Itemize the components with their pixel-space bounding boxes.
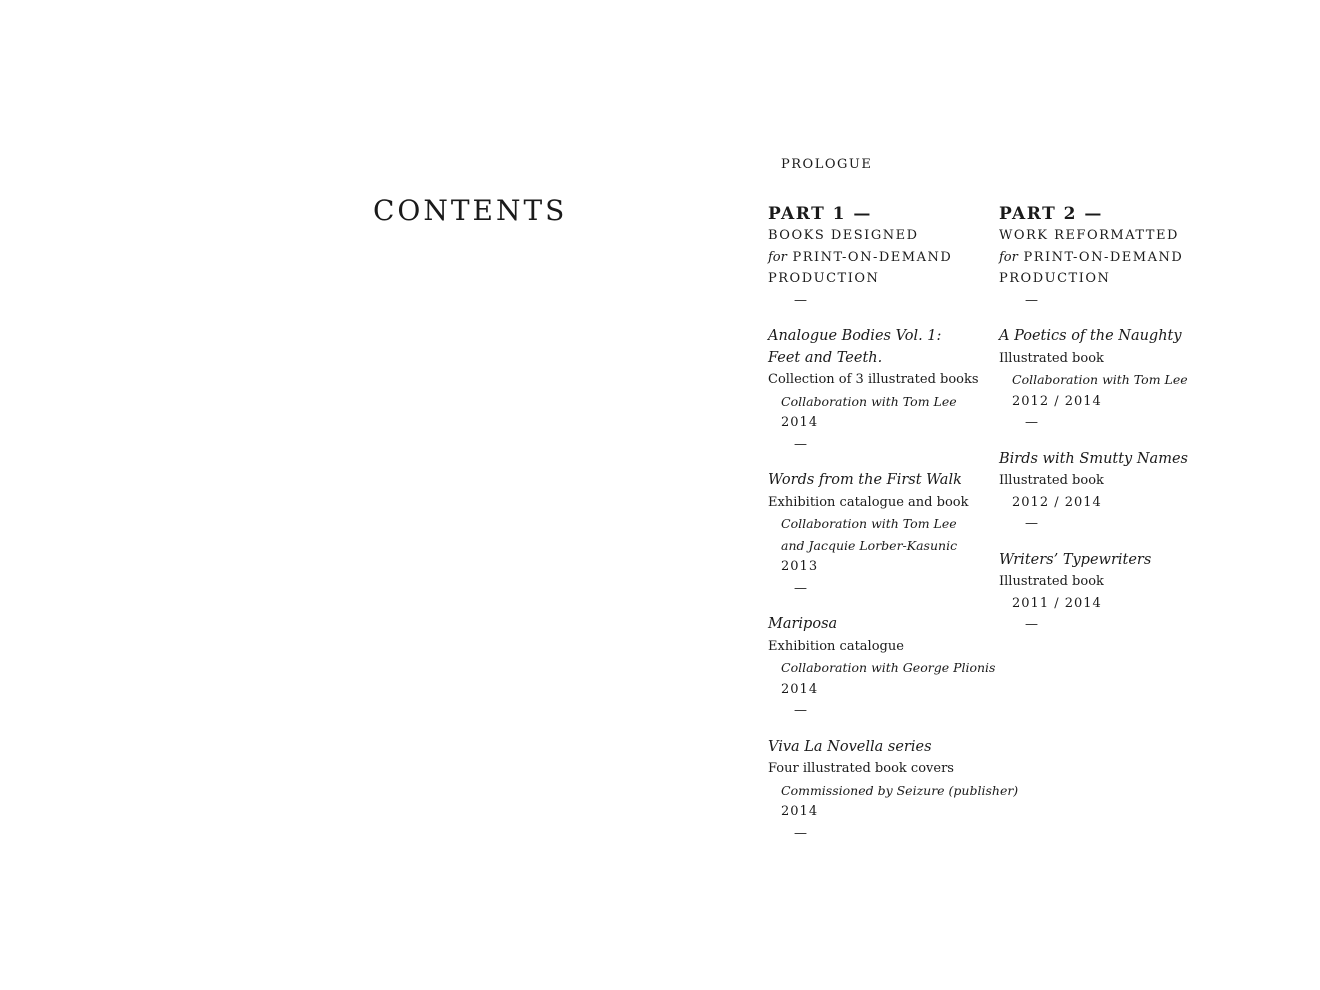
- part-2-column: [999, 203, 1214, 636]
- entry-title-line: Words from the First Walk: [768, 472, 962, 488]
- part-1-subtitle-line-1: BOOKS DESIGNED: [768, 228, 919, 243]
- entry-dash: —: [1025, 415, 1038, 430]
- entry-title-line: Mariposa: [768, 616, 838, 632]
- part-2-subtitle-pod: PRINT-ON-DEMAND: [1023, 249, 1184, 265]
- entry-description: Illustrated book: [999, 574, 1104, 589]
- entry-dash: —: [794, 703, 807, 718]
- entry-title-line: A Poetics of the Naughty: [999, 328, 1182, 344]
- entry-title-line: Birds with Smutty Names: [999, 450, 1188, 467]
- entry-title-line: Feet and Teeth.: [768, 349, 883, 366]
- toc-entry-analogue-bodies[interactable]: [768, 326, 993, 455]
- entry-title-line: Analogue Bodies Vol. 1:: [768, 328, 942, 344]
- part-1-subtitle-for: for: [768, 249, 787, 265]
- entry-dash: —: [794, 825, 807, 841]
- entry-dash: —: [1025, 617, 1038, 632]
- entry-year: 2011 / 2014: [1012, 595, 1102, 611]
- part-2-subtitle-line-2: [999, 247, 1214, 269]
- entry-year: 2014: [781, 681, 819, 697]
- toc-entry-a-poetics-of-the-naughty[interactable]: [999, 326, 1214, 434]
- part-1-subtitle-line-2: [768, 247, 993, 269]
- part-1-dash: —: [794, 292, 807, 308]
- entry-description: Illustrated book: [999, 350, 1104, 366]
- contents-heading: CONTENTS: [373, 194, 568, 227]
- entry-collaboration: Collaboration with Tom Lee: [1012, 372, 1188, 387]
- part-1-subtitle-pod: PRINT-ON-DEMAND: [792, 249, 953, 265]
- entry-description: Exhibition catalogue and book: [768, 494, 969, 510]
- entry-dash: —: [794, 436, 807, 452]
- part-2-dash: —: [1025, 292, 1038, 308]
- entry-collaboration: Collaboration with George Plionis: [781, 660, 996, 675]
- entry-title-line: Writers’ Typewriters: [999, 551, 1152, 568]
- part-2-subtitle-for: for: [999, 249, 1018, 265]
- toc-entry-viva-la-novella[interactable]: [768, 737, 1019, 845]
- entry-collaboration: Commissioned by Seizure (publisher): [781, 782, 1019, 798]
- toc-entry-mariposa[interactable]: [768, 614, 996, 722]
- entry-title-line: Viva La Novella series: [768, 738, 932, 755]
- entry-year: 2014: [781, 415, 819, 430]
- entry-dash: —: [1025, 516, 1038, 531]
- part-2-title[interactable]: PART 2 —: [999, 204, 1103, 224]
- entry-collaboration: Collaboration with Tom Lee: [781, 516, 957, 531]
- entry-collaboration: Collaboration with Tom Lee: [781, 393, 957, 409]
- entry-year: 2014: [781, 804, 819, 819]
- entry-year: 2012 / 2014: [1012, 494, 1102, 510]
- part-1-subtitle-line-3: PRODUCTION: [768, 271, 880, 286]
- entry-description: Collection of 3 illustrated books: [768, 372, 979, 387]
- part-1-column: [768, 203, 1019, 844]
- entry-dash: —: [794, 580, 807, 596]
- entry-description: Illustrated book: [999, 473, 1104, 488]
- toc-entry-words-from-the-first-walk[interactable]: [768, 470, 993, 599]
- part-2-subtitle-line-1: WORK REFORMATTED: [999, 228, 1179, 243]
- entry-collaboration: and Jacquie Lorber-Kasunic: [781, 537, 958, 553]
- entry-year: 2012 / 2014: [1012, 393, 1102, 409]
- part-2-subtitle-line-3: PRODUCTION: [999, 271, 1111, 286]
- entry-year: 2013: [781, 559, 819, 574]
- entry-description: Four illustrated book covers: [768, 761, 954, 776]
- part-1-title[interactable]: PART 1 —: [768, 204, 872, 224]
- toc-entry-writers-typewriters[interactable]: [999, 550, 1214, 636]
- entry-description: Exhibition catalogue: [768, 638, 904, 654]
- toc-entry-birds-with-smutty-names[interactable]: [999, 449, 1214, 535]
- prologue-link[interactable]: PROLOGUE: [781, 157, 873, 172]
